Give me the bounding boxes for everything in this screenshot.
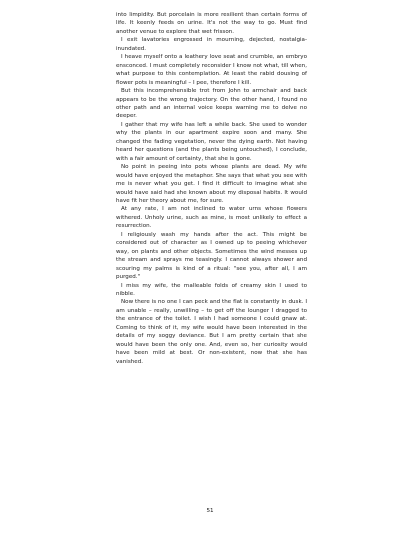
paragraph-3: I heave myself onto a leathery love seat and crumble, an embryo ensconced. I must completely reconsider I know not what, till when, what purpose to this contemplation. At least the rabid dousing of flower pots is meaningful – I pee, therefore I kill.: [116, 54, 307, 86]
paragraph-2: I exit lavatories engrossed in mourning, dejected, nostalgia-inundated.: [116, 37, 307, 52]
paragraph-8: I religiously wash my hands after the act. This might be considered out of character as I owned up to peeing whichever way, on plants and other objects. Sometimes the wind messes up the stream and sprays me teasingly. I cannot always shower and scouring my palms is kind of a ritual: "see you, after all, I am purged.": [116, 231, 307, 281]
paragraph-5: I gather that my wife has left a while back. She used to wonder why the plants in our apartment expire soon and many. She changed the fading vegetation, never the dying earth. Not having heard her questions (and the plants being untouched), I conclude, with a fair amount of certainty, that she is gone.: [116, 121, 307, 162]
paragraph-1: into limpidity. But porcelain is more resilient than certain forms of life. It keenly feeds on urine. It's not the way to go. Must find another venue to explore that wet frisson.: [116, 12, 307, 35]
paragraph-9: I miss my wife, the malleable folds of creamy skin I used to nibble.: [116, 282, 307, 297]
page-number: 51: [206, 508, 214, 514]
paragraph-4: But this incomprehensible trot from John to armchair and back appears to be the wrong trajectory. On the other hand, I found no other path and an internal voice keeps warning me to delve no deeper.: [116, 88, 307, 120]
paragraph-7: At any rate, I am not inclined to water urns whose flowers withered. Unholy urine, such as mine, is most unlikely to effect a resurrection.: [116, 206, 307, 230]
paragraph-10: Now there is no one I can peck and the flat is constantly in dusk. I am unable – really, unwilling – to get off the lounger I dragged to the entrance of the toilet. I wish I had someone I could gnaw at. Coming to think of it, my wife would have been interested in the details of my soggy deviance. But I am pretty certain that she would have been the only one. And, even so, her curiosity would have been mild at best. Or non-existent, now that she has vanished.: [116, 299, 307, 365]
paragraph-6: No point in peeing into pots whose plants are dead. My wife would have enjoyed the metaphor. She says that what you see with me is never what you get. I find it difficult to imagine what she would have said had she known about my disposal habits. It would have fit her theory about me, for sure.: [116, 164, 307, 204]
body-text: [116, 11, 307, 366]
